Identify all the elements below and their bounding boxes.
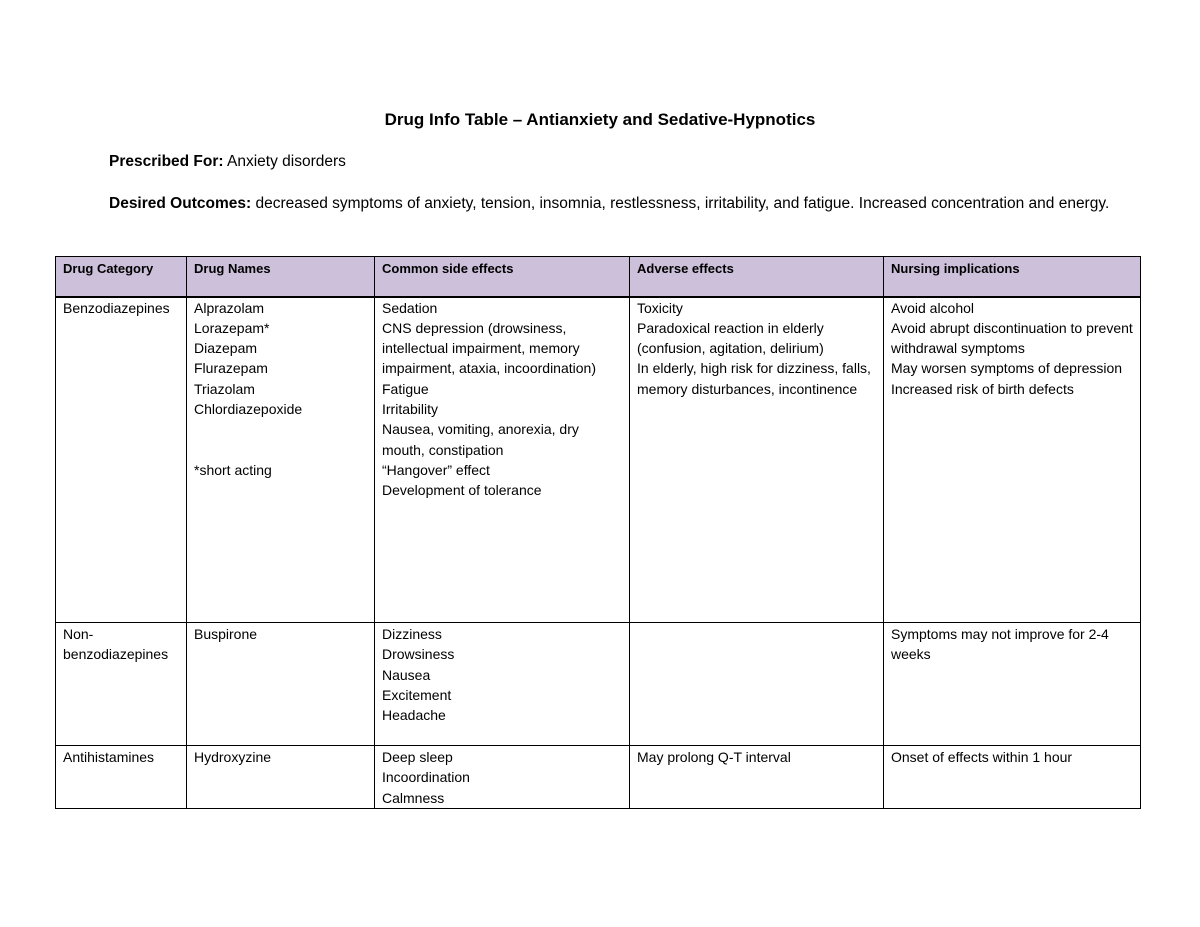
- nursing-implications-cell: [884, 297, 1141, 623]
- side-effect-item: Incoordination: [382, 769, 470, 786]
- nursing-implication-item: Symptoms may not improve for 2-4 weeks: [891, 626, 1113, 663]
- drug-category-cell: [56, 297, 187, 623]
- side-effect-item: Calmness: [382, 789, 445, 806]
- side-effect-item: “Hangover” effect: [382, 461, 490, 478]
- adverse-effects-cell: [630, 623, 884, 746]
- drug-category-text: Antihistamines: [63, 749, 155, 765]
- side-effect-item: Irritability: [382, 400, 439, 417]
- side-effect-item: Deep sleep: [382, 749, 453, 765]
- header-nursing-implications: Nursing implications: [884, 257, 1141, 297]
- drug-name: Hydroxyzine: [194, 749, 272, 765]
- drug-name: Lorazepam*: [194, 319, 270, 336]
- drug-names-cell: [187, 746, 375, 809]
- drug-name: Buspirone: [194, 626, 258, 642]
- drug-category-text: Non-benzodiazepines: [63, 626, 169, 663]
- drug-names-cell: [187, 297, 375, 623]
- header-drug-names: Drug Names: [187, 257, 375, 297]
- drug-names-cell: [187, 623, 375, 746]
- side-effect-item: Dizziness: [382, 626, 442, 642]
- side-effect-item: Headache: [382, 707, 446, 724]
- adverse-effect-item: Paradoxical reaction in elderly (confusion, agitation, delirium): [637, 319, 828, 357]
- side-effect-item: Nausea: [382, 666, 431, 683]
- nursing-implication-item: Avoid abrupt discontinuation to prevent withdrawal symptoms: [891, 319, 1137, 357]
- header-adverse-effects: Adverse effects: [630, 257, 884, 297]
- side-effect-item: Excitement: [382, 686, 452, 703]
- adverse-effect-item: Toxicity: [637, 299, 683, 316]
- side-effect-item: Drowsiness: [382, 646, 455, 663]
- drug-category-cell: [56, 746, 187, 809]
- drug-name: Diazepam: [194, 340, 258, 357]
- nursing-implications-cell: [884, 746, 1141, 809]
- prescribed-for-line: [109, 149, 346, 174]
- drug-note: *short acting: [194, 461, 272, 478]
- adverse-effects-cell: [630, 297, 884, 623]
- nursing-implication-item: Avoid alcohol: [891, 299, 975, 316]
- table-header-row: [56, 257, 1141, 297]
- desired-outcomes-line: [109, 191, 1139, 216]
- prescribed-for-value: Anxiety disorders: [223, 153, 346, 170]
- side-effect-item: Sedation: [382, 299, 438, 316]
- side-effect-item: CNS depression (drowsiness, intellectual impairment, memory impairment, ataxia, incoordination): [382, 319, 596, 377]
- table-row-benzodiazepines: [56, 297, 1141, 623]
- desired-outcomes-value: decreased symptoms of anxiety, tension, insomnia, restlessness, irritability, and fatigue. Increased concentration and energy.: [251, 195, 1110, 212]
- adverse-effect-item: May prolong Q-T interval: [637, 749, 791, 765]
- nursing-implication-item: Increased risk of birth defects: [891, 380, 1074, 397]
- drug-info-table: [55, 256, 1141, 809]
- prescribed-for-label: Prescribed For:: [109, 153, 224, 170]
- drug-name: Triazolam: [194, 380, 255, 397]
- drug-name: Flurazepam: [194, 360, 268, 377]
- drug-category-text: Benzodiazepines: [63, 299, 170, 316]
- side-effect-item: Fatigue: [382, 380, 429, 397]
- drug-category-cell: [56, 623, 187, 746]
- drug-name: Alprazolam: [194, 299, 265, 316]
- side-effect-item: Nausea, vomiting, anorexia, dry mouth, constipation: [382, 421, 583, 458]
- header-common-side-effects: Common side effects: [375, 257, 630, 297]
- side-effect-item: Development of tolerance: [382, 482, 542, 499]
- side-effects-cell: [375, 623, 630, 746]
- desired-outcomes-label: Desired Outcomes:: [109, 195, 252, 212]
- nursing-implication-item: Onset of effects within 1 hour: [891, 749, 1073, 765]
- table-row-antihistamines: [56, 746, 1141, 809]
- nursing-implications-cell: [884, 623, 1141, 746]
- side-effects-cell: [375, 746, 630, 809]
- adverse-effects-cell: [630, 746, 884, 809]
- drug-name: Chlordiazepoxide: [194, 400, 303, 417]
- header-drug-category: Drug Category: [56, 257, 187, 297]
- page-title: Drug Info Table – Antianxiety and Sedative-Hypnotics: [384, 110, 816, 129]
- side-effects-cell: [375, 297, 630, 623]
- table-row-non-benzodiazepines: [56, 623, 1141, 746]
- adverse-effect-item: In elderly, high risk for dizziness, falls, memory disturbances, incontinence: [637, 360, 875, 397]
- nursing-implication-item: May worsen symptoms of depression: [891, 360, 1123, 377]
